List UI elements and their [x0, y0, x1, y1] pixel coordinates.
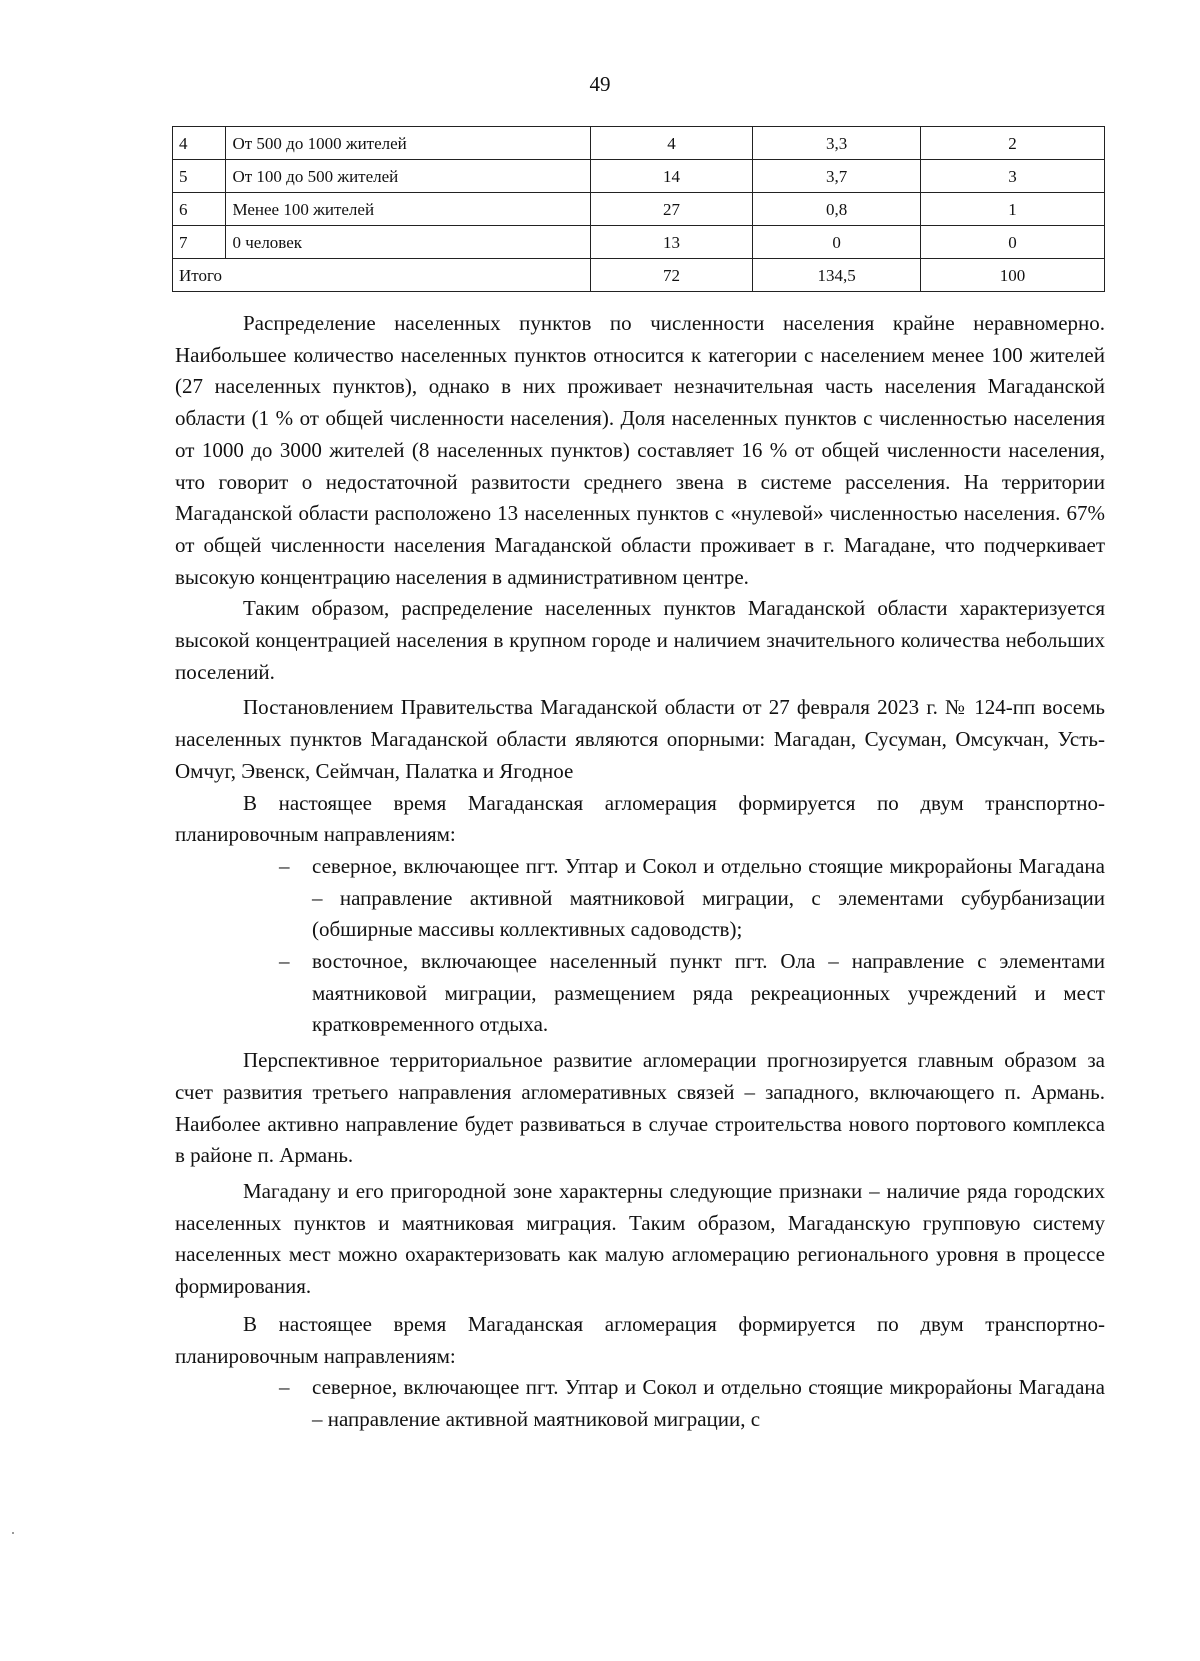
total-settlement-count: 72 — [590, 259, 753, 292]
row-percent: 1 — [920, 193, 1104, 226]
row-percent: 2 — [920, 127, 1104, 160]
row-population: 3,7 — [753, 160, 920, 193]
row-category: От 500 до 1000 жителей — [226, 127, 590, 160]
row-number: 6 — [173, 193, 226, 226]
row-population: 0,8 — [753, 193, 920, 226]
row-number: 7 — [173, 226, 226, 259]
total-label: Итого — [173, 259, 591, 292]
dash-bullet: – — [279, 853, 290, 878]
paragraph-agglomeration-intro: В настоящее время Магаданская агломерация формируется по двум транспортно-планировочным направлениям: — [175, 790, 1105, 847]
list-item-east — [175, 946, 1105, 1041]
row-percent: 3 — [920, 160, 1104, 193]
paragraph-perspective: Перспективное территориальное развитие агломерации прогнозируется главным образом за счет развития третьего направления агломеративных связей – западного, включающего п. Армань. Наиболее активно направление будет развиваться в случае строительства нового портового комплекса в районе п. Армань. — [175, 1048, 1105, 1168]
row-population: 3,3 — [753, 127, 920, 160]
paragraph-conclusion: Таким образом, распределение населенных пунктов Магаданской области характеризуется высокой концентрацией населения в крупном городе и наличием значительного количества небольших поселений. — [175, 596, 1105, 684]
list-item-north-repeat — [175, 1372, 1105, 1435]
row-settlement-count: 4 — [590, 127, 753, 160]
dash-bullet: – — [279, 1375, 290, 1400]
page-number: 49 — [589, 72, 611, 96]
list-item-text: северное, включающее пгт. Уптар и Сокол и отдельно стоящие микрорайоны Магадана – направление активной маятниковой миграции, с — [312, 1375, 1105, 1431]
row-population: 0 — [753, 226, 920, 259]
row-settlement-count: 14 — [590, 160, 753, 193]
table-row — [173, 160, 1105, 193]
total-population: 134,5 — [753, 259, 920, 292]
paragraph-decree: Постановлением Правительства Магаданской области от 27 февраля 2023 г. № 124-пп восемь населенных пунктов Магаданской области являются опорными: Магадан, Сусуман, Омсукчан, Усть-Омчуг, Эвенск, Сеймчан, Палатка и Ягодное — [175, 695, 1105, 783]
total-percent: 100 — [920, 259, 1104, 292]
document-body — [175, 308, 1105, 1436]
table-row — [173, 193, 1105, 226]
list-item-text: восточное, включающее населенный пункт пгт. Ола – направление с элементами маятниковой миграции, размещением ряда рекреационных учреждений и мест кратковременного отдыха. — [312, 949, 1105, 1037]
row-category: Менее 100 жителей — [226, 193, 590, 226]
row-number: 4 — [173, 127, 226, 160]
list-item-text: северное, включающее пгт. Уптар и Сокол и отдельно стоящие микрорайоны Магадана – направление активной маятниковой миграции, с элементами субурбанизации (обширные массивы коллективных садоводств); — [312, 853, 1105, 942]
scan-speck — [12, 1532, 14, 1534]
settlements-table — [172, 126, 1105, 292]
row-percent: 0 — [920, 226, 1104, 259]
list-item-north — [175, 851, 1105, 946]
row-settlement-count: 27 — [590, 193, 753, 226]
row-number: 5 — [173, 160, 226, 193]
paragraph-agglomeration-intro-repeat: В настоящее время Магаданская агломерация формируется по двум транспортно-планировочным направлениям: — [175, 1311, 1105, 1368]
paragraph-distribution: Распределение населенных пунктов по численности населения крайне неравномерно. Наибольшее количество населенных пунктов относится к категории с населением менее 100 жителей (27 населенных пунктов), однако в них проживает незначительная часть населения Магаданской области (1 % от общей численности населения). Доля населенных пунктов с численностью населения от 1000 до 3000 жителей (8 населенных пунктов) составляет 16 % от общей численности населения, что говорит о недостаточной развитости среднего звена в системе расселения. На территории Магаданской области расположено 13 населенных пунктов с «нулевой» численностью населения. 67% от общей численности населения Магаданской области проживает в г. Магадане, что подчеркивает высокую концентрацию населения в административном центре. — [175, 311, 1105, 589]
row-category: 0 человек — [226, 226, 590, 259]
dash-bullet: – — [279, 949, 290, 974]
table-row — [173, 127, 1105, 160]
row-settlement-count: 13 — [590, 226, 753, 259]
table-total-row — [173, 259, 1105, 292]
table-row — [173, 226, 1105, 259]
row-category: От 100 до 500 жителей — [226, 160, 590, 193]
paragraph-features: Магадану и его пригородной зоне характерны следующие признаки – наличие ряда городских населенных пунктов и маятниковая миграция. Таким образом, Магаданскую групповую систему населенных мест можно охарактеризовать как малую агломерацию регионального уровня в процессе формирования. — [175, 1178, 1105, 1299]
